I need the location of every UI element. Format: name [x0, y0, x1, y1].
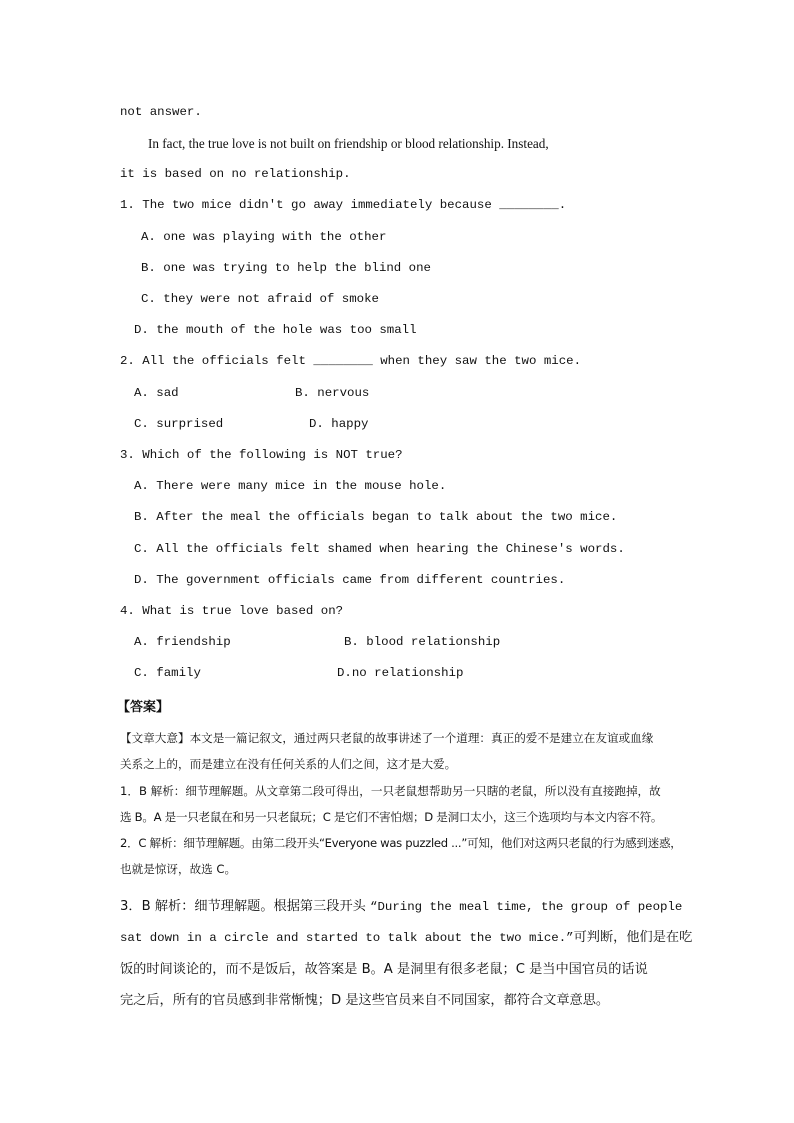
- summary-line: 【文章大意】本文是一篇记叙文，通过两只老鼠的故事讲述了一个道理：真正的爱不是建立在友谊或血缘: [120, 731, 654, 745]
- question-2-option-a: A. sad: [134, 386, 179, 400]
- answer-3-quote: sat down in a circle and started to talk about the two mice.”: [120, 931, 574, 945]
- answer-1-line: 1．B 解析：细节理解题。从文章第二段可得出，一只老鼠想帮助另一只瞎的老鼠，所以没有直接跑掉，故: [120, 784, 661, 798]
- question-4-option-b: B. blood relationship: [344, 635, 501, 649]
- answer-2-line: 也就是惊讶，故选 C。: [120, 862, 237, 876]
- question-3-option-b: B. After the meal the officials began to talk about the two mice.: [134, 510, 618, 524]
- question-1-option-a: A. one was playing with the other: [141, 230, 387, 244]
- summary-line: 关系之上的，而是建立在没有任何关系的人们之间，这才是大爱。: [120, 757, 457, 771]
- question-2-option-d: D. happy: [309, 417, 369, 431]
- answer-heading: 【答案】: [117, 700, 170, 715]
- question-4-option-a: A. friendship: [134, 635, 231, 649]
- question-3-option-a: A. There were many mice in the mouse hole.: [134, 479, 447, 493]
- question-1-option-d: D. the mouth of the hole was too small: [134, 323, 417, 337]
- question-2-option-b: B. nervous: [295, 386, 370, 400]
- answer-3-quote: “During the meal time, the group of people: [370, 900, 683, 914]
- question-1-stem: 1. The two mice didn't go away immediately because ________.: [120, 198, 567, 212]
- question-3-stem: 3. Which of the following is NOT true?: [120, 448, 403, 462]
- answer-3-line: 完之后，所有的官员感到非常惭愧；D 是这些官员来自不同国家，都符合文章意思。: [120, 993, 610, 1008]
- question-2-stem: 2. All the officials felt ________ when they saw the two mice.: [120, 354, 582, 368]
- question-4-option-d: D.no relationship: [337, 666, 464, 680]
- answer-3-text-cn: 可判断，他们是在吃: [573, 930, 693, 945]
- answer-3-line: [120, 895, 682, 914]
- question-4-option-c: C. family: [134, 666, 201, 680]
- answer-3-line: 饭的时间谈论的，而不是饭后，故答案是 B。A 是洞里有很多老鼠；C 是当中国官员的话说: [120, 962, 648, 977]
- question-1-option-b: B. one was trying to help the blind one: [141, 261, 431, 275]
- answer-2-line: 2．C 解析：细节理解题。由第二段开头“Everyone was puzzled ...”可知，他们对这两只老鼠的行为感到迷惑，: [120, 836, 682, 850]
- answer-3-text-cn: 3．B 解析：细节理解题。根据第三段开头: [120, 899, 366, 914]
- answer-3-line: [120, 926, 692, 945]
- answer-1-line: 选 B。A 是一只老鼠在和另一只老鼠玩；C 是它们不害怕烟；D 是洞口太小，这三个选项均与本文内容不符。: [120, 810, 663, 824]
- passage-line: it is based on no relationship.: [120, 167, 351, 181]
- question-3-option-c: C. All the officials felt shamed when hearing the Chinese's words.: [134, 542, 625, 556]
- question-2-option-c: C. surprised: [134, 417, 224, 431]
- passage-line: In fact, the true love is not built on friendship or blood relationship. Instead,: [148, 136, 549, 151]
- question-1-option-c: C. they were not afraid of smoke: [141, 292, 379, 306]
- question-4-stem: 4. What is true love based on?: [120, 604, 344, 618]
- question-3-option-d: D. The government officials came from different countries.: [134, 573, 566, 587]
- passage-line: not answer.: [120, 105, 202, 119]
